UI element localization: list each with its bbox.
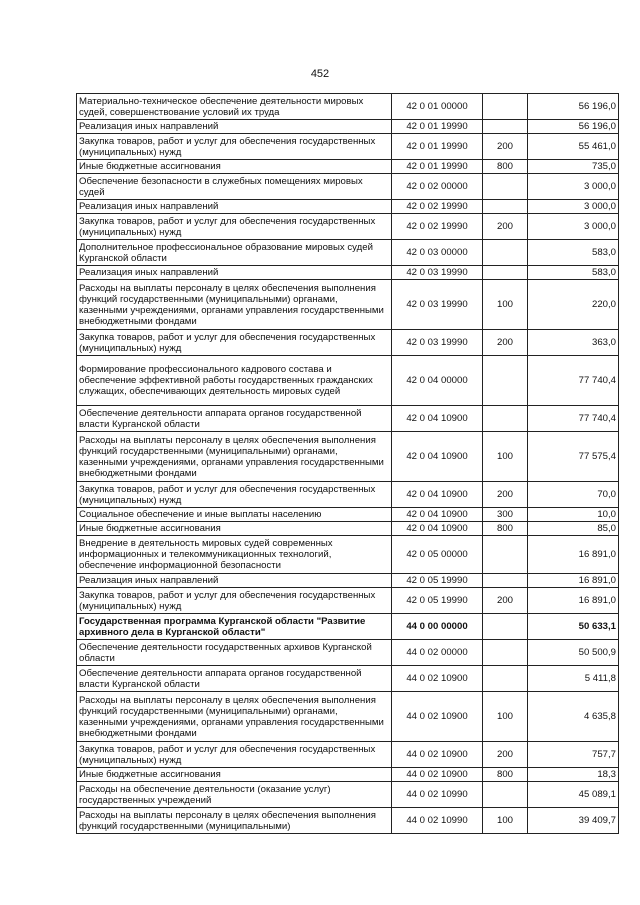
row-name-cell: Закупка товаров, работ и услуг для обеспечения государственных (муниципальных) нужд bbox=[77, 330, 392, 356]
row-expense-type-cell bbox=[483, 240, 528, 266]
row-amount-cell: 16 891,0 bbox=[528, 574, 619, 588]
row-expense-type-cell: 800 bbox=[483, 522, 528, 536]
row-code-cell: 42 0 04 10900 bbox=[392, 406, 483, 432]
budget-table-body bbox=[77, 94, 619, 834]
row-amount-cell: 363,0 bbox=[528, 330, 619, 356]
row-name-cell: Реализация иных направлений bbox=[77, 120, 392, 134]
table-row bbox=[77, 330, 619, 356]
row-name-cell: Закупка товаров, работ и услуг для обеспечения государственных (муниципальных) нужд bbox=[77, 588, 392, 614]
table-row bbox=[77, 432, 619, 482]
row-expense-type-cell bbox=[483, 356, 528, 406]
table-row bbox=[77, 240, 619, 266]
row-expense-type-cell: 300 bbox=[483, 508, 528, 522]
row-code-cell: 42 0 04 10900 bbox=[392, 508, 483, 522]
row-amount-cell: 583,0 bbox=[528, 240, 619, 266]
row-expense-type-cell: 100 bbox=[483, 432, 528, 482]
row-expense-type-cell bbox=[483, 406, 528, 432]
row-name-cell: Расходы на обеспечение деятельности (оказание услуг) государственных учреждений bbox=[77, 782, 392, 808]
row-name-cell: Расходы на выплаты персоналу в целях обеспечения выполнения функций государственными (муниципальными) органами, казенными учреждениями, органами управления государственными внебюджетными фондами bbox=[77, 280, 392, 330]
row-code-cell: 44 0 00 00000 bbox=[392, 614, 483, 640]
row-code-cell: 42 0 05 19990 bbox=[392, 574, 483, 588]
row-code-cell: 44 0 02 10900 bbox=[392, 666, 483, 692]
row-expense-type-cell: 200 bbox=[483, 330, 528, 356]
row-amount-cell: 3 000,0 bbox=[528, 214, 619, 240]
row-expense-type-cell bbox=[483, 782, 528, 808]
row-amount-cell: 757,7 bbox=[528, 742, 619, 768]
row-code-cell: 42 0 01 00000 bbox=[392, 94, 483, 120]
row-code-cell: 44 0 02 10900 bbox=[392, 742, 483, 768]
row-expense-type-cell bbox=[483, 536, 528, 574]
row-name-cell: Обеспечение безопасности в служебных помещениях мировых судей bbox=[77, 174, 392, 200]
row-code-cell: 44 0 02 00000 bbox=[392, 640, 483, 666]
row-name-cell: Закупка товаров, работ и услуг для обеспечения государственных (муниципальных) нужд bbox=[77, 134, 392, 160]
table-row bbox=[77, 782, 619, 808]
row-expense-type-cell: 800 bbox=[483, 768, 528, 782]
table-row bbox=[77, 614, 619, 640]
row-code-cell: 42 0 04 10900 bbox=[392, 522, 483, 536]
row-name-cell: Иные бюджетные ассигнования bbox=[77, 522, 392, 536]
row-amount-cell: 39 409,7 bbox=[528, 808, 619, 834]
row-amount-cell: 50 500,9 bbox=[528, 640, 619, 666]
table-row bbox=[77, 356, 619, 406]
row-code-cell: 44 0 02 10900 bbox=[392, 692, 483, 742]
row-amount-cell: 45 089,1 bbox=[528, 782, 619, 808]
row-name-cell: Закупка товаров, работ и услуг для обеспечения государственных (муниципальных) нужд bbox=[77, 482, 392, 508]
row-expense-type-cell: 100 bbox=[483, 692, 528, 742]
row-amount-cell: 5 411,8 bbox=[528, 666, 619, 692]
row-amount-cell: 3 000,0 bbox=[528, 200, 619, 214]
row-amount-cell: 77 740,4 bbox=[528, 356, 619, 406]
row-expense-type-cell bbox=[483, 266, 528, 280]
row-code-cell: 44 0 02 10900 bbox=[392, 768, 483, 782]
table-row bbox=[77, 742, 619, 768]
row-expense-type-cell bbox=[483, 174, 528, 200]
table-row bbox=[77, 280, 619, 330]
table-row bbox=[77, 406, 619, 432]
row-amount-cell: 77 740,4 bbox=[528, 406, 619, 432]
row-expense-type-cell bbox=[483, 666, 528, 692]
row-amount-cell: 4 635,8 bbox=[528, 692, 619, 742]
row-name-cell: Расходы на выплаты персоналу в целях обеспечения выполнения функций государственными (муниципальными) органами, казенными учреждениями, органами управления государственными внебюджетными фондами bbox=[77, 432, 392, 482]
row-amount-cell: 16 891,0 bbox=[528, 588, 619, 614]
row-amount-cell: 220,0 bbox=[528, 280, 619, 330]
table-row bbox=[77, 214, 619, 240]
row-name-cell: Государственная программа Курганской области "Развитие архивного дела в Курганской области" bbox=[77, 614, 392, 640]
table-row bbox=[77, 482, 619, 508]
row-amount-cell: 56 196,0 bbox=[528, 120, 619, 134]
row-amount-cell: 77 575,4 bbox=[528, 432, 619, 482]
row-name-cell: Реализация иных направлений bbox=[77, 574, 392, 588]
table-row bbox=[77, 574, 619, 588]
budget-table bbox=[76, 93, 619, 834]
row-name-cell: Социальное обеспечение и иные выплаты населению bbox=[77, 508, 392, 522]
row-expense-type-cell bbox=[483, 120, 528, 134]
row-code-cell: 42 0 02 19990 bbox=[392, 214, 483, 240]
row-amount-cell: 18,3 bbox=[528, 768, 619, 782]
row-name-cell: Обеспечение деятельности аппарата органов государственной власти Курганской области bbox=[77, 666, 392, 692]
row-name-cell: Формирование профессионального кадрового состава и обеспечение эффективной работы государственных гражданских служащих, обеспечивающих деятельность мировых судей bbox=[77, 356, 392, 406]
table-row bbox=[77, 588, 619, 614]
row-code-cell: 42 0 02 19990 bbox=[392, 200, 483, 214]
row-amount-cell: 735,0 bbox=[528, 160, 619, 174]
row-expense-type-cell: 200 bbox=[483, 482, 528, 508]
row-name-cell: Расходы на выплаты персоналу в целях обеспечения выполнения функций государственными (муниципальными) органами, казенными учреждениями, органами управления государственными внебюджетными фондами bbox=[77, 692, 392, 742]
page-number: 452 bbox=[310, 68, 330, 80]
table-row bbox=[77, 266, 619, 280]
row-code-cell: 42 0 02 00000 bbox=[392, 174, 483, 200]
row-expense-type-cell: 800 bbox=[483, 160, 528, 174]
table-row bbox=[77, 666, 619, 692]
row-code-cell: 42 0 01 19990 bbox=[392, 134, 483, 160]
row-amount-cell: 3 000,0 bbox=[528, 174, 619, 200]
row-amount-cell: 55 461,0 bbox=[528, 134, 619, 160]
row-name-cell: Закупка товаров, работ и услуг для обеспечения государственных (муниципальных) нужд bbox=[77, 214, 392, 240]
row-expense-type-cell: 200 bbox=[483, 588, 528, 614]
table-row bbox=[77, 522, 619, 536]
row-name-cell: Дополнительное профессиональное образование мировых судей Курганской области bbox=[77, 240, 392, 266]
row-name-cell: Реализация иных направлений bbox=[77, 200, 392, 214]
row-code-cell: 42 0 03 00000 bbox=[392, 240, 483, 266]
row-expense-type-cell bbox=[483, 94, 528, 120]
row-name-cell: Внедрение в деятельность мировых судей современных информационных и телекоммуникационных технологий, обеспечение информационной безопасности bbox=[77, 536, 392, 574]
row-expense-type-cell bbox=[483, 200, 528, 214]
table-row bbox=[77, 536, 619, 574]
row-amount-cell: 56 196,0 bbox=[528, 94, 619, 120]
table-row bbox=[77, 174, 619, 200]
row-expense-type-cell bbox=[483, 640, 528, 666]
row-expense-type-cell: 200 bbox=[483, 742, 528, 768]
row-expense-type-cell: 200 bbox=[483, 214, 528, 240]
row-code-cell: 42 0 03 19990 bbox=[392, 330, 483, 356]
table-row bbox=[77, 692, 619, 742]
row-code-cell: 42 0 01 19990 bbox=[392, 120, 483, 134]
row-name-cell: Иные бюджетные ассигнования bbox=[77, 768, 392, 782]
row-amount-cell: 10,0 bbox=[528, 508, 619, 522]
row-code-cell: 44 0 02 10990 bbox=[392, 808, 483, 834]
row-expense-type-cell: 100 bbox=[483, 808, 528, 834]
table-row bbox=[77, 200, 619, 214]
table-row bbox=[77, 94, 619, 120]
row-code-cell: 44 0 02 10990 bbox=[392, 782, 483, 808]
row-amount-cell: 16 891,0 bbox=[528, 536, 619, 574]
table-row bbox=[77, 134, 619, 160]
row-code-cell: 42 0 04 10900 bbox=[392, 432, 483, 482]
row-name-cell: Закупка товаров, работ и услуг для обеспечения государственных (муниципальных) нужд bbox=[77, 742, 392, 768]
row-expense-type-cell: 100 bbox=[483, 280, 528, 330]
table-row bbox=[77, 768, 619, 782]
row-code-cell: 42 0 05 00000 bbox=[392, 536, 483, 574]
row-name-cell: Обеспечение деятельности аппарата органов государственной власти Курганской области bbox=[77, 406, 392, 432]
row-expense-type-cell bbox=[483, 614, 528, 640]
row-expense-type-cell bbox=[483, 574, 528, 588]
row-amount-cell: 70,0 bbox=[528, 482, 619, 508]
table-row bbox=[77, 640, 619, 666]
table-row bbox=[77, 508, 619, 522]
row-code-cell: 42 0 03 19990 bbox=[392, 280, 483, 330]
row-name-cell: Обеспечение деятельности государственных архивов Курганской области bbox=[77, 640, 392, 666]
row-code-cell: 42 0 03 19990 bbox=[392, 266, 483, 280]
row-amount-cell: 50 633,1 bbox=[528, 614, 619, 640]
table-row bbox=[77, 120, 619, 134]
row-code-cell: 42 0 01 19990 bbox=[392, 160, 483, 174]
row-code-cell: 42 0 05 19990 bbox=[392, 588, 483, 614]
row-name-cell: Расходы на выплаты персоналу в целях обеспечения выполнения функций государственными (муниципальными) bbox=[77, 808, 392, 834]
row-expense-type-cell: 200 bbox=[483, 134, 528, 160]
row-name-cell: Материально-техническое обеспечение деятельности мировых судей, совершенствование условий их труда bbox=[77, 94, 392, 120]
row-amount-cell: 85,0 bbox=[528, 522, 619, 536]
table-row bbox=[77, 808, 619, 834]
row-name-cell: Реализация иных направлений bbox=[77, 266, 392, 280]
table-row bbox=[77, 160, 619, 174]
row-code-cell: 42 0 04 00000 bbox=[392, 356, 483, 406]
row-code-cell: 42 0 04 10900 bbox=[392, 482, 483, 508]
row-name-cell: Иные бюджетные ассигнования bbox=[77, 160, 392, 174]
row-amount-cell: 583,0 bbox=[528, 266, 619, 280]
